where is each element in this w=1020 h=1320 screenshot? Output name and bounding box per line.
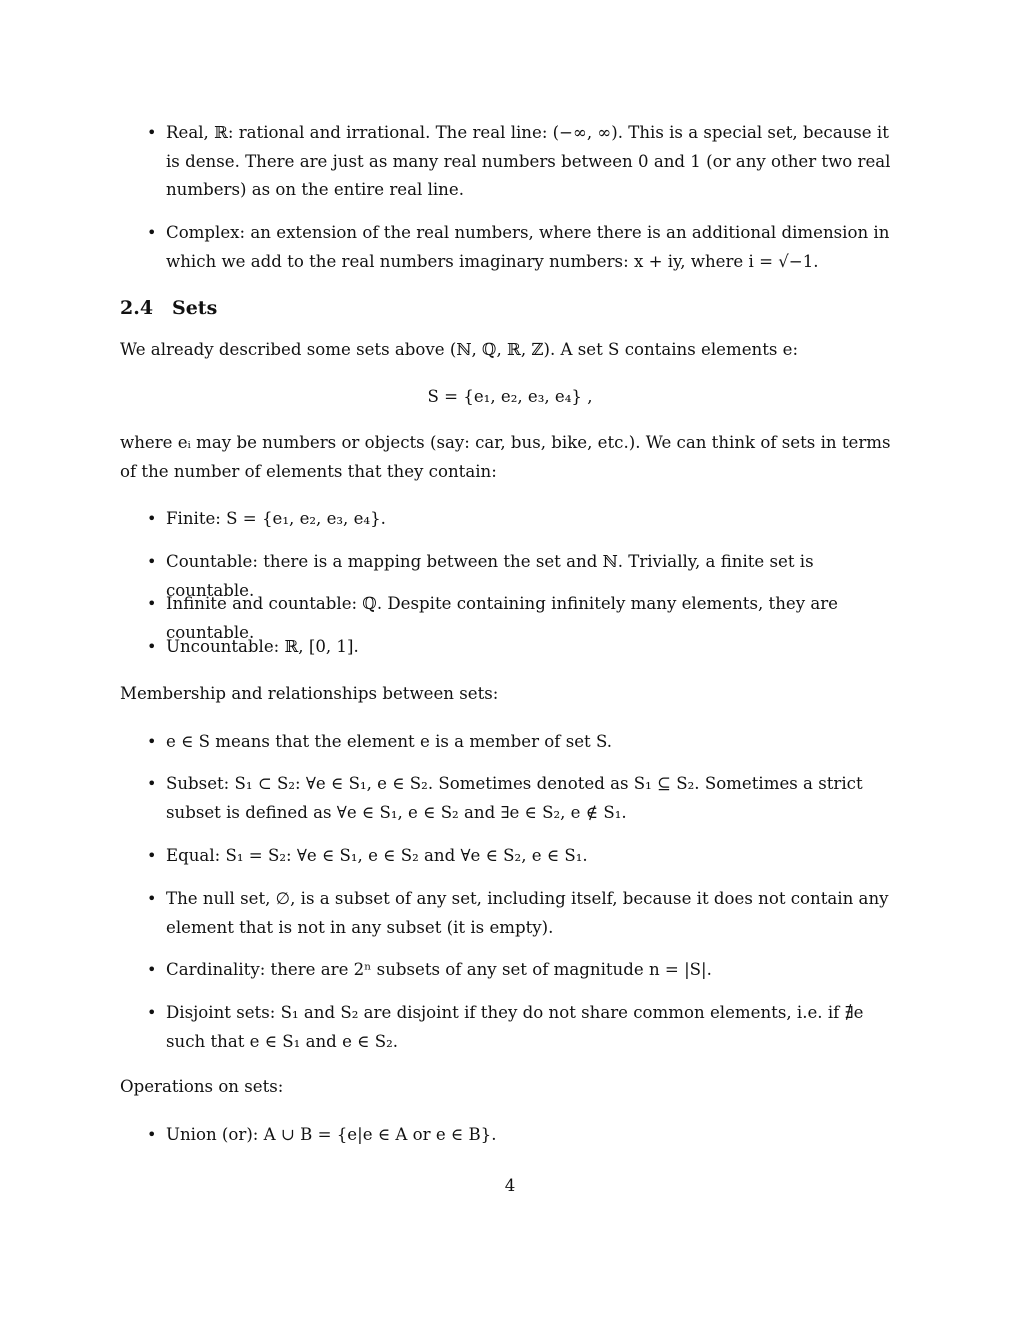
list-item-null-set [120,885,905,942]
list-item-disjoint [120,999,905,1056]
list-item-text: Cardinality: there are 2ⁿ subsets of any set of magnitude n = |S|. [166,960,712,979]
bullet-icon: • [147,123,157,142]
bullet-icon: • [147,594,157,613]
bullet-icon: • [147,223,157,242]
list-item-real [120,119,905,205]
section-number: 2.4 [120,297,154,319]
bullet-icon: • [147,960,157,979]
list-item-text: Union (or): A ∪ B = {e|e ∈ A or e ∈ B}. [166,1125,497,1144]
bullet-icon: • [147,509,157,528]
display-equation: S = {e₁, e₂, e₃, e₄} , [427,387,593,406]
list-item-text: e ∈ S means that the element e is a member of set S. [166,732,613,751]
list-item-equal [120,842,905,871]
bullet-icon: • [147,846,157,865]
list-item-finite [120,505,905,534]
list-item-text: Countable: there is a mapping between the set and ℕ. Trivially, a finite set is countable. [166,552,814,600]
section-title: Sets [172,297,218,319]
list-item-uncountable [120,633,905,662]
bullet-icon: • [147,774,157,793]
list-item-text: Finite: S = {e₁, e₂, e₃, e₄}. [166,509,386,528]
bullet-icon: • [147,1003,157,1022]
bullet-icon: • [147,1125,157,1144]
bullet-icon: • [147,637,157,656]
list-item-text: Uncountable: ℝ, [0, 1]. [166,637,359,656]
list-item-cardinality [120,956,905,985]
paragraph: where eᵢ may be numbers or objects (say: car, bus, bike, etc.). We can think of sets in terms of the number of elements that they contain: [120,433,891,481]
bullet-icon: • [147,552,157,571]
list-item-union [120,1121,905,1150]
intro-paragraph: We already described some sets above (ℕ, ℚ, ℝ, ℤ). A set S contains elements e: [120,340,799,359]
bullet-icon: • [147,889,157,908]
bullet-icon: • [147,732,157,751]
section-heading [120,294,217,323]
list-item-text: Real, ℝ: rational and irrational. The real line: (−∞, ∞). This is a special set, because it is dense. There are just as many real numbers between 0 and 1 (or any other two real numbers) as on the entire real line. [166,123,891,199]
list-item-text: Infinite and countable: ℚ. Despite containing infinitely many elements, they are countable. [166,594,838,642]
page-number: 4 [504,1176,516,1195]
paragraph: Membership and relationships between sets: [120,684,499,703]
paragraph: Operations on sets: [120,1077,284,1096]
list-item-text: Equal: S₁ = S₂: ∀e ∈ S₁, e ∈ S₂ and ∀e ∈ S₂, e ∈ S₁. [166,846,588,865]
list-item-text: Subset: S₁ ⊂ S₂: ∀e ∈ S₁, e ∈ S₂. Sometimes denoted as S₁ ⊆ S₂. Sometimes a strict subset is defined as ∀e ∈ S₁, e ∈ S₂ and ∃e ∈ S₂, e ∉ S₁. [166,774,863,822]
list-item-complex [120,219,905,276]
list-item-subset [120,770,905,827]
list-item-membership [120,728,905,757]
list-item-text: Disjoint sets: S₁ and S₂ are disjoint if they do not share common elements, i.e. if ∄e such that e ∈ S₁ and e ∈ S₂. [166,1003,864,1051]
list-item-text: Complex: an extension of the real numbers, where there is an additional dimension in which we add to the real numbers imaginary numbers: x + iy, where i = √−1. [166,223,890,271]
list-item-text: The null set, ∅, is a subset of any set, including itself, because it does not contain any element that is not in any subset (it is empty). [166,889,889,937]
